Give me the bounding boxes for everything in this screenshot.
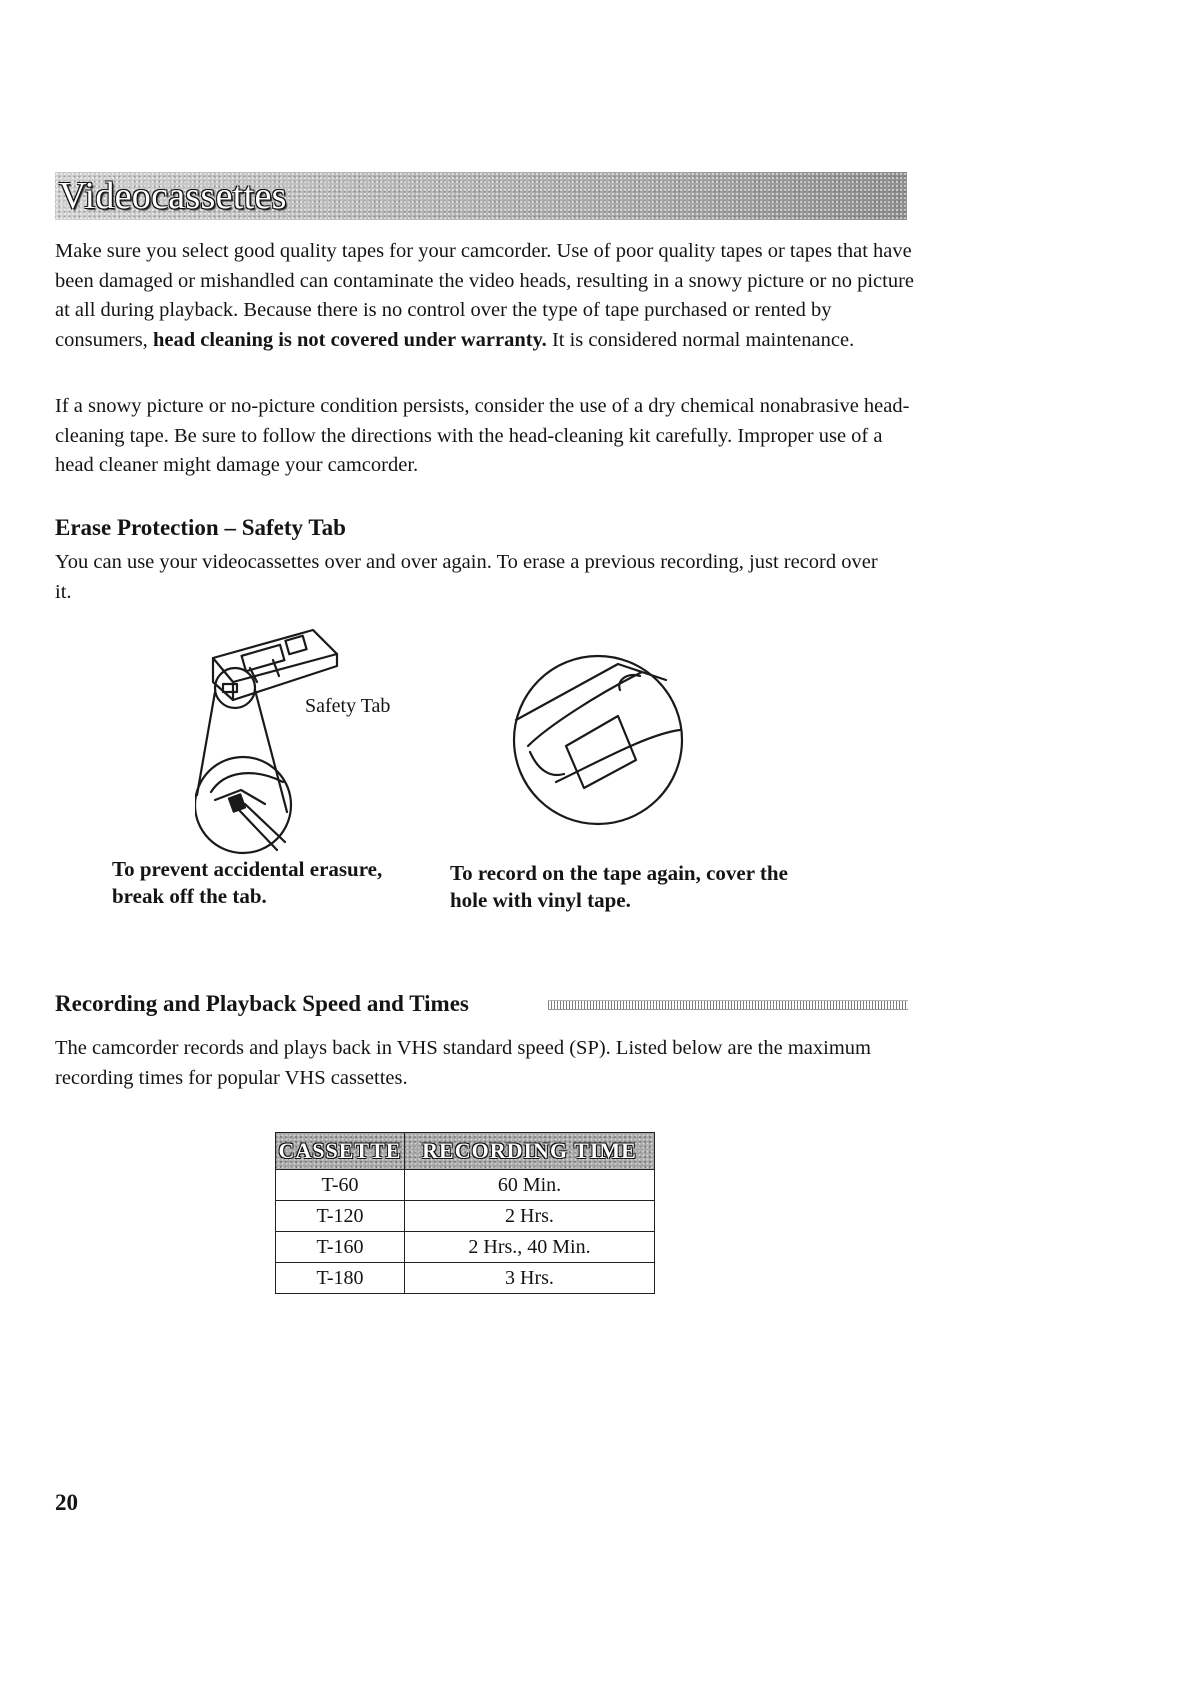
vinyl-tape-illustration [508,650,688,830]
cassette-safety-tab-illustration [195,620,395,860]
intro-text-part2: It is considered normal maintenance. [546,328,855,351]
cassette-cell: T-120 [276,1201,405,1232]
time-cell: 60 Min. [405,1170,655,1201]
caption-break-tab: To prevent accidental erasure, break off the tab. [112,857,383,908]
table-header-row [276,1133,655,1170]
cassette-cell: T-60 [276,1170,405,1201]
table-row [276,1263,655,1294]
erase-protection-text: You can use your videocassettes over and over again. To erase a previous recording, just record over it. [55,551,878,603]
time-cell: 3 Hrs. [405,1263,655,1294]
section-banner [55,172,907,220]
intro-paragraph [55,237,915,355]
cassette-cell: T-160 [276,1232,405,1263]
recording-speed-text: The camcorder records and plays back in VHS standard speed (SP). Listed below are the maximum recording times for popular VHS cassettes. [55,1037,871,1089]
page-number: 20 [55,1490,78,1515]
erase-protection-heading: Erase Protection – Safety Tab [55,515,346,540]
safety-tab-label: Safety Tab [305,695,391,717]
intro-text-part1: Make sure you select good quality tapes for your camcorder. Use of poor quality tapes or tapes that have been damaged or mishandled can contaminate the video heads, resulting in a snowy picture or no picture at all during playback. Because there is no control over the type of tape purchased or rented by consumers, [55,240,915,351]
recording-time-table [275,1132,655,1294]
recording-speed-heading: Recording and Playback Speed and Times [55,991,469,1016]
warranty-notice: head cleaning is not covered under warranty. [152,328,547,351]
heading-divider [548,1000,908,1010]
snowy-picture-paragraph: If a snowy picture or no-picture condition persists, consider the use of a dry chemical nonabrasive head-cleaning tape. Be sure to follow the directions with the head-cleaning kit carefully. Improper use of a head cleaner might damage your camcorder. [55,395,910,476]
time-cell: 2 Hrs., 40 Min. [405,1232,655,1263]
section-title: Videocassettes [59,175,287,217]
table-row [276,1232,655,1263]
header-cassette: CASSETTE [276,1133,405,1170]
cassette-cell: T-180 [276,1263,405,1294]
caption-cover-hole: To record on the tape again, cover the hole with vinyl tape. [450,861,788,912]
table-row [276,1201,655,1232]
header-recording-time: RECORDING TIME [405,1133,655,1170]
table-row [276,1170,655,1201]
time-cell: 2 Hrs. [405,1201,655,1232]
